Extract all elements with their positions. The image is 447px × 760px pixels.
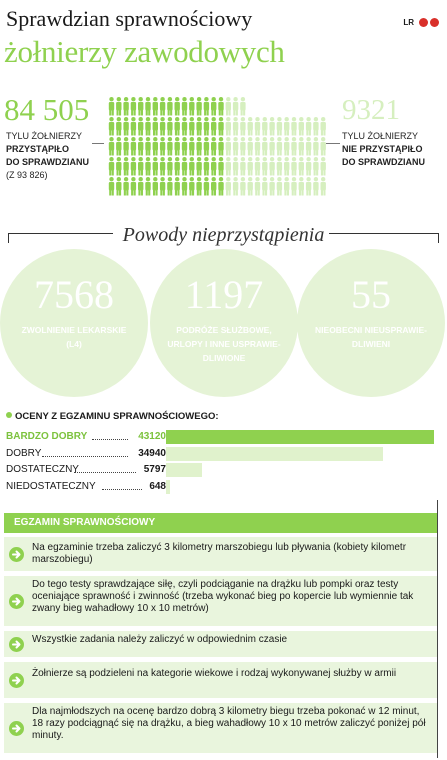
grade-row (6, 479, 166, 495)
soldier-icon (255, 177, 260, 196)
not-took-part-value: 9321 (342, 94, 400, 126)
soldier-icon (204, 97, 209, 116)
soldier-icon (240, 117, 245, 136)
soldier-icon (277, 157, 282, 176)
arrow-right-icon (9, 547, 24, 562)
soldier-icon (145, 177, 150, 196)
soldier-icon (218, 137, 223, 156)
soldier-icon (160, 137, 165, 156)
soldier-icon (269, 157, 274, 176)
reason-label: ZWOLNIENIE LEKARSKIE (L4) (21, 325, 127, 349)
soldier-icon (123, 137, 128, 156)
soldier-icon (299, 157, 304, 176)
section-divider (437, 500, 438, 758)
soldier-icon (248, 137, 253, 156)
soldier-icon (321, 177, 326, 196)
soldier-icon (189, 97, 194, 116)
soldier-icon (313, 157, 318, 176)
soldier-icon (233, 157, 238, 176)
soldier-icon (284, 137, 289, 156)
soldier-icon (138, 177, 143, 196)
soldier-icon (138, 157, 143, 176)
soldier-icon (123, 117, 128, 136)
grade-value-label: 648 (149, 480, 166, 492)
soldier-icon (109, 137, 114, 156)
soldier-icon (160, 177, 165, 196)
soldier-icon (240, 137, 245, 156)
soldier-icon (167, 157, 172, 176)
soldier-icon (299, 177, 304, 196)
soldier-icon (226, 177, 231, 196)
grades-chart-title-text: OCENY Z EGZAMINU SPRAWNOŚCIOWEGO: (15, 411, 219, 422)
soldier-icon (255, 157, 260, 176)
soldier-icon (123, 97, 128, 116)
soldier-icon (321, 157, 326, 176)
soldier-icon (123, 157, 128, 176)
soldier-icon (313, 137, 318, 156)
soldier-icon (306, 177, 311, 196)
soldier-icon (204, 157, 209, 176)
soldier-icon (321, 117, 326, 136)
soldier-icon (131, 157, 136, 176)
soldier-icon (277, 137, 282, 156)
soldier-icon (175, 177, 180, 196)
grade-leader-dots (74, 472, 136, 473)
soldier-icon (240, 157, 245, 176)
soldier-icon (196, 137, 201, 156)
reason-value: 7568 (34, 272, 114, 317)
soldier-icon (116, 117, 121, 136)
soldier-icon (226, 157, 231, 176)
soldier-icon (116, 97, 121, 116)
reason-circle-business-trips (150, 249, 298, 397)
title-line-2: żołnierzy zawodowych (4, 34, 285, 69)
soldier-icon (218, 117, 223, 136)
grade-bar (166, 480, 170, 494)
soldier-icon (189, 137, 194, 156)
soldier-icon (109, 117, 114, 136)
soldier-icon (167, 117, 172, 136)
soldier-icon (240, 177, 245, 196)
soldier-icon (277, 117, 282, 136)
arrow-right-icon (9, 721, 24, 736)
soldier-icon (262, 117, 267, 136)
grade-bar (166, 463, 202, 477)
soldier-icon (262, 137, 267, 156)
grade-category-label: NIEDOSTATECZNY (6, 480, 96, 492)
soldier-icon (182, 157, 187, 176)
soldier-icon (131, 177, 136, 196)
not-took-caption-bold: NIE PRZYSTĄPIŁO (342, 144, 423, 154)
soldier-icon (248, 117, 253, 136)
grades-chart-title (6, 411, 219, 422)
soldier-icon (131, 97, 136, 116)
soldier-icon (218, 97, 223, 116)
soldier-icon (109, 97, 114, 116)
soldier-icon (160, 157, 165, 176)
soldier-icon (277, 177, 282, 196)
grade-category-label: BARDZO DOBRY (6, 431, 88, 442)
soldier-icon (175, 117, 180, 136)
exam-rule-item (4, 703, 437, 753)
soldier-icon (153, 177, 158, 196)
took-caption-line: TYLU ŻOŁNIERZY (6, 131, 83, 141)
exam-rule-item (4, 631, 437, 657)
soldier-icon (226, 137, 231, 156)
soldier-icon (211, 97, 216, 116)
soldier-icon (226, 97, 231, 116)
grade-row (6, 446, 166, 462)
soldier-icon (284, 157, 289, 176)
soldier-icon (167, 177, 172, 196)
exam-rule-text: Wszystkie zadania należy zaliczyć w odpowiednim czasie (32, 634, 288, 645)
exam-rule-item (4, 537, 437, 571)
arrow-right-icon (9, 637, 24, 652)
soldier-icon (145, 117, 150, 136)
soldier-icon (204, 117, 209, 136)
grade-value-label: 34940 (138, 447, 166, 459)
soldier-icon (196, 177, 201, 196)
soldier-icon (313, 117, 318, 136)
exam-section-title: EGZAMIN SPRAWNOŚCIOWY (4, 513, 437, 533)
soldier-icon (196, 117, 201, 136)
grade-leader-dots (42, 456, 128, 457)
soldier-icon (211, 177, 216, 196)
soldier-icon (153, 157, 158, 176)
grade-bar (166, 430, 434, 444)
soldier-icon (182, 97, 187, 116)
soldier-icon (255, 117, 260, 136)
soldier-icon (160, 117, 165, 136)
soldier-icon (153, 97, 158, 116)
not-took-part-caption (342, 130, 425, 169)
soldier-icon (182, 117, 187, 136)
grade-value-label: 43120 (138, 431, 166, 442)
soldier-icon (175, 97, 180, 116)
not-took-caption-line: TYLU ŻOŁNIERZY (342, 131, 419, 141)
exam-rule-text: Do tego testy sprawdzające siłę, czyli podciąganie na drążku lub pompki oraz testy oceniające sprawność i zwinność (trzeba wykonać bieg po kopercie lub wymiennie tak zwany bieg wahadłowy 10 x 10 metrów) (32, 579, 414, 614)
title-line-1: Sprawdzian sprawnościowy (6, 6, 253, 31)
soldier-icon (269, 117, 274, 136)
soldier-icon (291, 157, 296, 176)
soldier-icon (313, 177, 318, 196)
soldier-icon (284, 117, 289, 136)
soldier-icon (306, 137, 311, 156)
soldier-icon (269, 137, 274, 156)
grade-row (6, 429, 166, 445)
exam-rule-item (4, 662, 437, 698)
took-caption-bold: PRZYSTĄPIŁO (6, 144, 70, 154)
soldier-icon (116, 137, 121, 156)
soldier-icon (116, 177, 121, 196)
soldier-icon (240, 97, 245, 116)
soldier-icon (167, 97, 172, 116)
not-took-caption-bold: DO SPRAWDZIANU (342, 157, 425, 167)
soldier-icon (145, 157, 150, 176)
took-caption-note: (Z 93 826) (6, 170, 48, 180)
reason-value: 55 (351, 272, 391, 317)
soldier-icon (262, 157, 267, 176)
soldier-icon (175, 137, 180, 156)
not-took-part-connector (326, 143, 340, 144)
soldier-icon (189, 157, 194, 176)
soldier-icon (291, 137, 296, 156)
soldier-icon (196, 157, 201, 176)
soldier-icon (262, 177, 267, 196)
took-part-value: 84 505 (4, 92, 90, 127)
grade-leader-dots (102, 489, 142, 490)
soldier-icon (218, 177, 223, 196)
soldier-icon (321, 137, 326, 156)
soldier-icon (291, 117, 296, 136)
grade-row (6, 462, 166, 478)
grade-bar (166, 447, 383, 461)
soldier-icon (145, 137, 150, 156)
logo-text: LR (403, 18, 414, 27)
soldier-icon (160, 97, 165, 116)
soldier-icon (153, 137, 158, 156)
soldier-icon (299, 137, 304, 156)
exam-rule-text: Na egzaminie trzeba zaliczyć 3 kilometry marszobiegu lub pływania (kobiety kilometr marszobiegu) (32, 542, 407, 565)
soldier-icon (248, 157, 253, 176)
soldier-icon (189, 177, 194, 196)
soldier-icon (226, 117, 231, 136)
soldier-icon (131, 137, 136, 156)
bullet-dot-icon (6, 412, 12, 418)
soldier-icon (291, 177, 296, 196)
soldier-icon (306, 117, 311, 136)
soldier-icon (138, 117, 143, 136)
reasons-title: Powody nieprzystąpienia (122, 224, 325, 246)
soldier-icon (182, 137, 187, 156)
soldier-icon (196, 97, 201, 116)
exam-rule-item (4, 576, 437, 626)
reason-label: NIEOBECNI NIEUSPRAWIE-DLIWIENI (315, 325, 427, 349)
soldier-icon (233, 97, 238, 116)
soldier-icon (167, 137, 172, 156)
soldier-icon (233, 137, 238, 156)
soldier-icon (138, 137, 143, 156)
soldier-icon (248, 177, 253, 196)
soldier-icon (211, 117, 216, 136)
soldier-icon (233, 117, 238, 136)
took-caption-bold: DO SPRAWDZIANU (6, 157, 89, 167)
soldier-icon (182, 177, 187, 196)
soldier-icon (153, 117, 158, 136)
soldier-icon (255, 137, 260, 156)
soldier-icon (109, 157, 114, 176)
soldier-icon (116, 157, 121, 176)
grade-value-label: 5797 (143, 464, 166, 475)
grade-category-label: DOSTATECZNY (6, 464, 79, 475)
soldier-icon (299, 117, 304, 136)
soldier-icon (211, 137, 216, 156)
soldier-icon (175, 157, 180, 176)
soldier-icon (204, 137, 209, 156)
reason-circle-absent (297, 249, 445, 397)
arrow-right-icon (9, 594, 24, 609)
soldier-icon (138, 97, 143, 116)
soldier-icon (145, 97, 150, 116)
soldier-icon (204, 177, 209, 196)
exam-rule-text: Dla najmłodszych na ocenę bardzo dobrą 3 kilometry biegu trzeba pokonać w 12 minut, 18 razy podciągnąć się na drążku, a bieg wahadłowy 10 x 10 metrów zaliczyć poniżej pół minuty. (32, 706, 426, 741)
soldier-icon (306, 157, 311, 176)
reason-value: 1197 (184, 272, 264, 317)
exam-rule-text: Żołnierze są podzieleni na kategorie wiekowe i rodzaj wykonywanej służby w armii (32, 668, 397, 679)
reason-circle-sick-leave (0, 249, 148, 397)
grade-category-label: DOBRY (6, 447, 42, 459)
grade-leader-dots (92, 439, 128, 440)
soldier-icon (211, 157, 216, 176)
reason-label: PODRÓŻE SŁUŻBOWE, URLOPY I INNE USPRAWIE-DLIWIONE (167, 325, 281, 363)
soldier-icon (233, 177, 238, 196)
soldier-icon (123, 177, 128, 196)
soldier-icon (189, 117, 194, 136)
soldier-icon (218, 157, 223, 176)
soldier-icon (131, 117, 136, 136)
soldier-icon (109, 177, 114, 196)
soldier-icon (284, 177, 289, 196)
arrow-right-icon (9, 673, 24, 688)
soldier-icon (269, 177, 274, 196)
